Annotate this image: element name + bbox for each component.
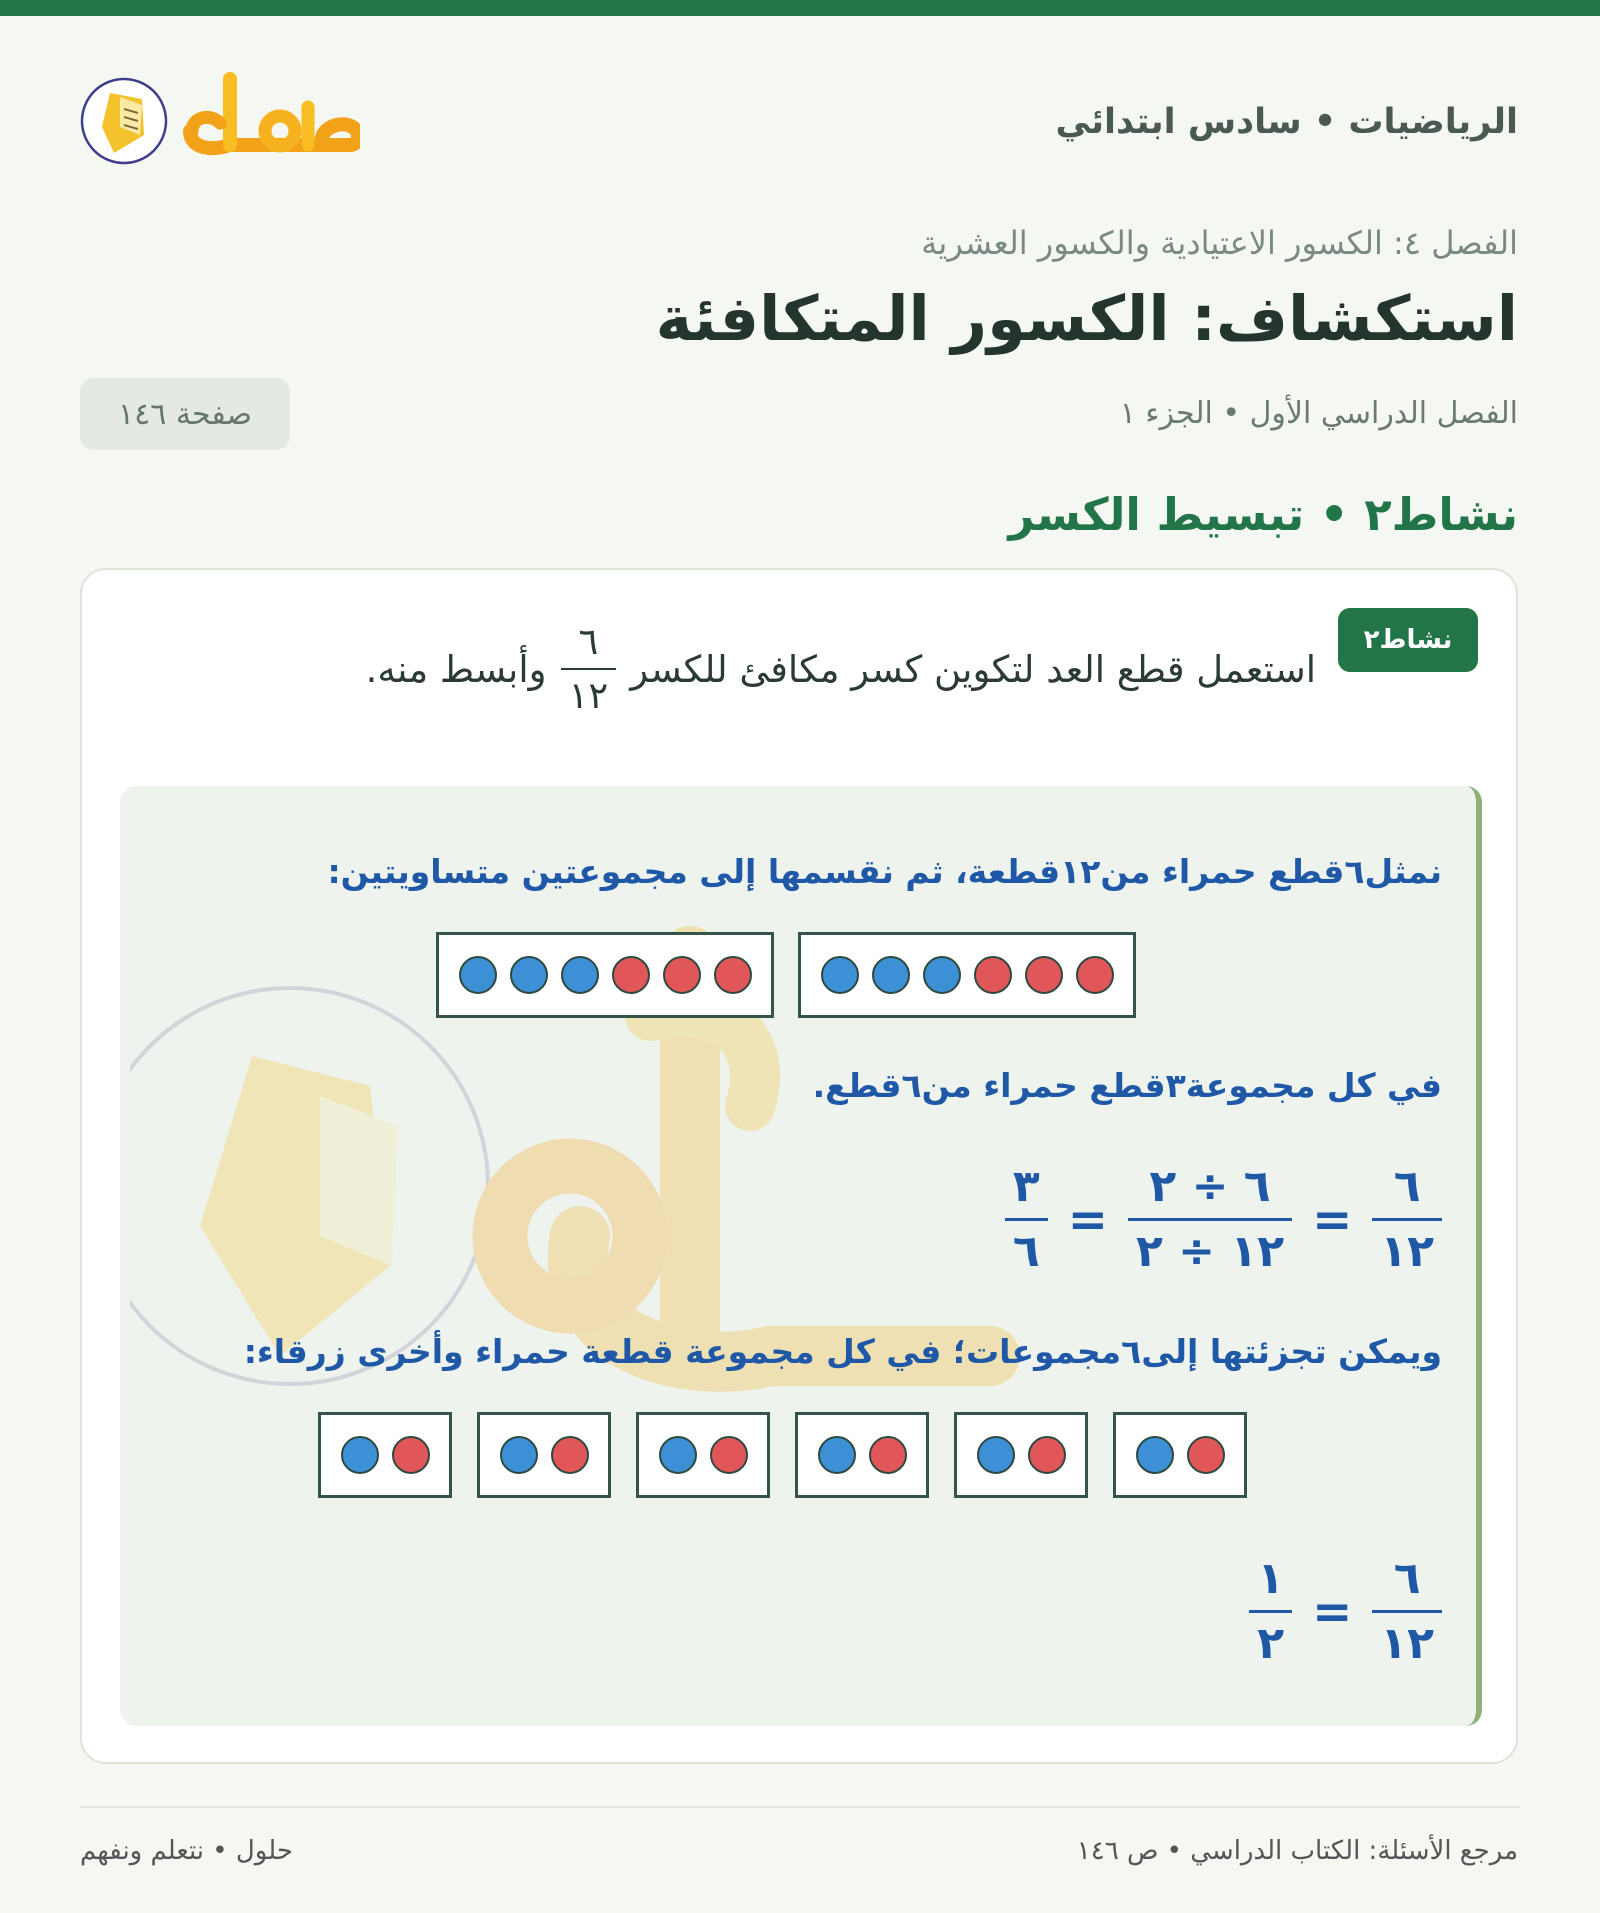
subject-grade-label: الرياضيات • سادس ابتدائي <box>1055 102 1518 142</box>
activity-heading: نشاط٢ • تبسيط الكسر <box>1008 488 1518 541</box>
instruction-fraction <box>561 616 617 722</box>
blue-counter <box>872 956 910 994</box>
red-counter <box>1028 1436 1066 1474</box>
step1-text: نمثل٦قطع حمراء من١٢قطعة، ثم نقسمها إلى مجموعتين متساويتين: <box>327 852 1442 891</box>
equals-sign: = <box>1067 1191 1108 1248</box>
blue-counter <box>821 956 859 994</box>
activity-badge: نشاط٢ <box>1338 608 1478 672</box>
fraction-denominator: ١٢ <box>561 668 617 722</box>
red-counter <box>869 1436 907 1474</box>
blue-counter <box>510 956 548 994</box>
semester-label: الفصل الدراسي الأول • الجزء ١ <box>1119 396 1518 431</box>
blue-counter <box>923 956 961 994</box>
red-counter <box>551 1436 589 1474</box>
equation-fraction <box>1372 1548 1442 1675</box>
fraction-numerator: ٦ ÷ ٢ <box>1149 1161 1271 1212</box>
top-accent-bar <box>0 0 1600 16</box>
red-counter <box>1076 956 1114 994</box>
pair-box <box>1113 1412 1247 1498</box>
pair-box <box>795 1412 929 1498</box>
equation-first <box>1005 1156 1442 1283</box>
group-box-right <box>436 932 774 1018</box>
red-counter <box>612 956 650 994</box>
page-number-badge: صفحة ١٤٦ <box>80 378 290 450</box>
footer-divider <box>80 1806 1520 1808</box>
blue-counter <box>659 1436 697 1474</box>
step3-text: ويمكن تجزئتها إلى٦مجموعات؛ في كل مجموعة قطعة حمراء وأخرى زرقاء: <box>243 1332 1442 1371</box>
instruction-text-after: وأبسط منه. <box>365 647 547 691</box>
red-counter <box>714 956 752 994</box>
pair-box <box>477 1412 611 1498</box>
red-counter <box>710 1436 748 1474</box>
fraction-denominator: ١٢ <box>1372 1218 1442 1283</box>
fraction-numerator: ٦ <box>1393 1553 1421 1604</box>
equation-fraction <box>1128 1156 1292 1283</box>
equation-fraction <box>1372 1156 1442 1283</box>
red-counter <box>1025 956 1063 994</box>
fraction-numerator: ٦ <box>1393 1161 1421 1212</box>
equation-second <box>1249 1548 1442 1675</box>
step2-text: في كل مجموعة٣قطع حمراء من٦قطع. <box>812 1066 1442 1105</box>
group-box-left <box>798 932 1136 1018</box>
activity-instruction <box>366 616 1316 722</box>
activity-card <box>80 568 1518 1764</box>
footer-brand: حلول • نتعلم ونفهم <box>80 1836 293 1866</box>
site-logo[interactable] <box>80 65 360 175</box>
fraction-denominator: ١٢ <box>1372 1610 1442 1675</box>
red-counter <box>974 956 1012 994</box>
equals-sign: = <box>1312 1583 1353 1640</box>
red-counter <box>1187 1436 1225 1474</box>
chapter-title: الفصل ٤: الكسور الاعتيادية والكسور العشرية <box>921 224 1518 262</box>
fraction-denominator: ٢ <box>1249 1610 1292 1675</box>
red-counter <box>663 956 701 994</box>
red-counter <box>392 1436 430 1474</box>
equals-sign: = <box>1312 1191 1353 1248</box>
pair-box <box>954 1412 1088 1498</box>
fraction-denominator: ٦ <box>1005 1218 1048 1283</box>
equation-fraction <box>1249 1548 1292 1675</box>
fraction-numerator: ١ <box>1257 1553 1285 1604</box>
blue-counter <box>1136 1436 1174 1474</box>
blue-counter <box>341 1436 379 1474</box>
blue-counter <box>500 1436 538 1474</box>
blue-counter <box>459 956 497 994</box>
pair-box <box>636 1412 770 1498</box>
blue-counter <box>977 1436 1015 1474</box>
fraction-numerator: ٣ <box>1012 1161 1040 1212</box>
equation-fraction <box>1005 1156 1048 1283</box>
fraction-numerator: ٦ <box>578 620 599 663</box>
solution-panel <box>120 786 1482 1726</box>
blue-counter <box>561 956 599 994</box>
fraction-denominator: ١٢ ÷ ٢ <box>1128 1218 1292 1283</box>
lesson-title: استكشاف: الكسور المتكافئة <box>655 282 1518 355</box>
blue-counter <box>818 1436 856 1474</box>
instruction-text-before: استعمل قطع العد لتكوين كسر مكافئ للكسر <box>630 647 1316 691</box>
footer-reference: مرجع الأسئلة: الكتاب الدراسي • ص ١٤٦ <box>1076 1836 1518 1866</box>
pair-box <box>318 1412 452 1498</box>
